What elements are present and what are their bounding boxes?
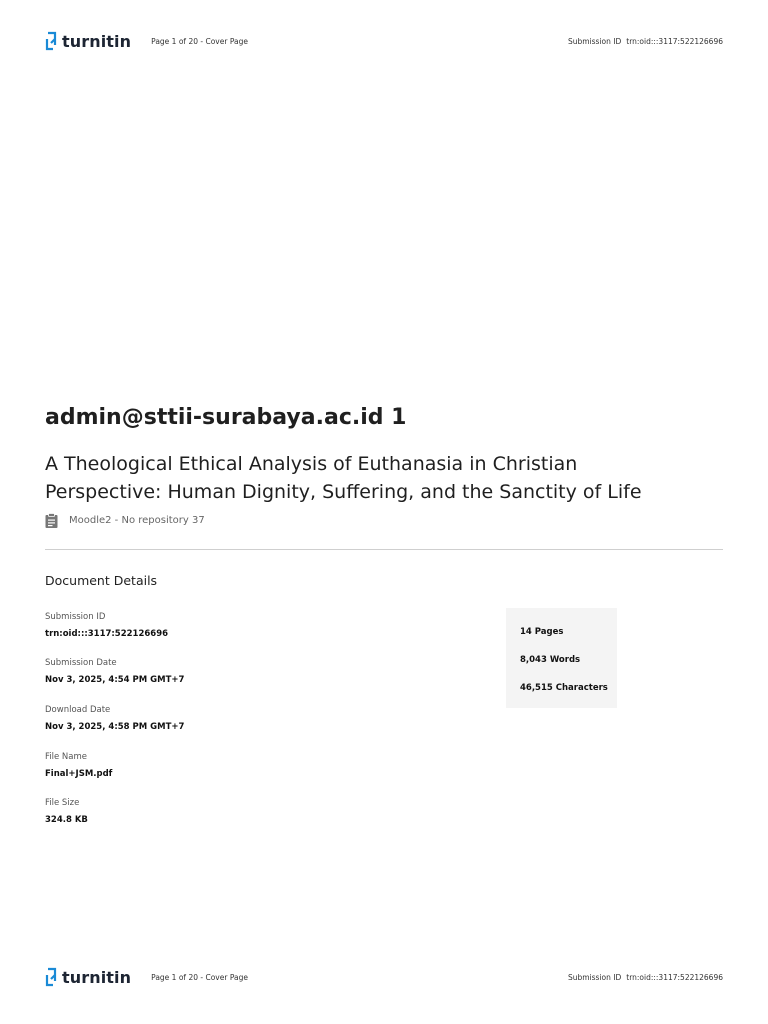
field-label: File Size xyxy=(45,798,80,808)
turnitin-logo xyxy=(45,966,131,988)
repository-label: Moodle2 - No repository 37 xyxy=(69,515,205,526)
turnitin-logo-icon xyxy=(45,966,59,988)
footer-submission-id xyxy=(568,973,723,982)
submission-id-value: trn:oid:::3117:522126696 xyxy=(626,972,723,982)
brand-name: turnitin xyxy=(62,967,132,987)
field-submission-id xyxy=(45,612,168,639)
brand-name: turnitin xyxy=(62,31,132,51)
title-line-1: A Theological Ethical Analysis of Euthanasia in Christian xyxy=(45,453,578,475)
submission-id-label: Submission ID xyxy=(567,36,622,46)
divider xyxy=(45,549,723,550)
document-details-heading: Document Details xyxy=(45,573,158,588)
stat-pages: 14 Pages xyxy=(520,627,564,637)
author-heading: admin@sttii-surabaya.ac.id 1 xyxy=(45,405,407,430)
submission-id-value: trn:oid:::3117:522126696 xyxy=(626,36,723,46)
page-header xyxy=(45,29,723,53)
field-value: trn:oid:::3117:522126696 xyxy=(45,629,169,639)
field-label: Download Date xyxy=(45,705,111,715)
document-stats xyxy=(506,608,617,708)
field-value: Nov 3, 2025, 4:54 PM GMT+7 xyxy=(45,675,185,685)
stat-characters: 46,515 Characters xyxy=(520,683,608,693)
field-label: File Name xyxy=(45,752,88,762)
turnitin-logo-icon xyxy=(45,30,59,52)
document-title xyxy=(45,450,735,506)
repository-info xyxy=(45,513,205,528)
field-file-name xyxy=(45,752,112,779)
submission-id-label: Submission ID xyxy=(567,972,622,982)
stat-words: 8,043 Words xyxy=(520,655,581,665)
field-label: Submission ID xyxy=(45,612,106,622)
header-submission-id xyxy=(568,37,723,46)
page-indicator: Page 1 of 20 - Cover Page xyxy=(151,972,248,982)
page-indicator: Page 1 of 20 - Cover Page xyxy=(151,36,248,46)
turnitin-logo xyxy=(45,30,131,52)
field-download-date xyxy=(45,705,184,732)
field-value: Final+JSM.pdf xyxy=(45,769,113,779)
page-footer xyxy=(45,965,723,989)
field-file-size xyxy=(45,798,88,825)
clipboard-icon xyxy=(45,513,58,528)
field-value: 324.8 KB xyxy=(45,815,88,825)
field-submission-date xyxy=(45,658,184,685)
title-line-2: Perspective: Human Dignity, Suffering, and the Sanctity of Life xyxy=(45,481,642,503)
field-value: Nov 3, 2025, 4:58 PM GMT+7 xyxy=(45,722,185,732)
field-label: Submission Date xyxy=(45,658,117,668)
